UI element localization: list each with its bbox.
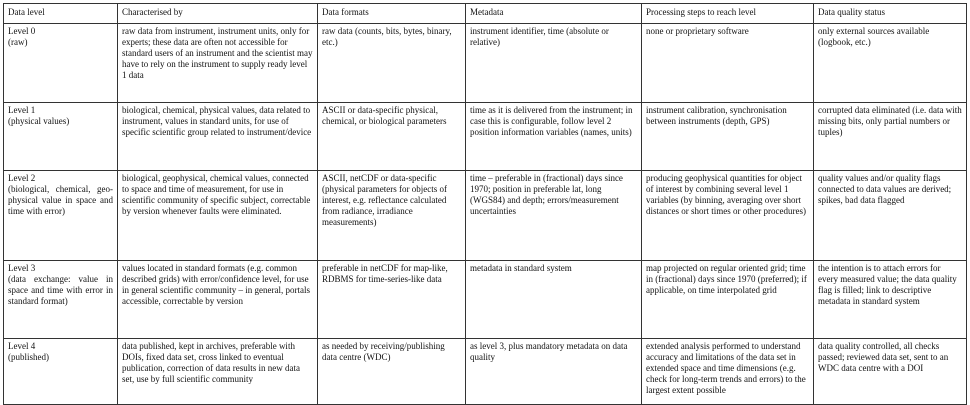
cell-metadata: time as it is delivered from the instrument; in case this is configurable, follow level 2 position information variables (names, units)	[466, 103, 642, 171]
cell-characterised-by: biological, chemical, physical values, data related to instrument, values in standard units, for use of specific scientific group related to instrument/device	[118, 103, 318, 171]
header-row	[4, 4, 967, 24]
cell-data-formats: as needed by receiving/publishing data centre (WDC)	[318, 339, 466, 405]
table-row	[4, 24, 967, 103]
cell-data-quality-status: corrupted data eliminated (i.e. data with missing bits, only partial numbers or tuples)	[814, 103, 967, 171]
cell-processing-steps: instrument calibration, synchronisation between instruments (depth, GPS)	[642, 103, 814, 171]
cell-data-formats: ASCII, netCDF or data-specific (physical parameters for objects of interest, e.g. reflectance calculated from radiance, irradiance measurements)	[318, 171, 466, 261]
cell-data-formats: raw data (counts, bits, bytes, binary, etc.)	[318, 24, 466, 103]
cell-level	[4, 103, 118, 171]
cell-characterised-by: biological, geophysical, chemical values, connected to space and time of measurement, for use in scientific community of specific subject, correctable by version whenever faults were eliminated.	[118, 171, 318, 261]
table-header	[4, 4, 967, 24]
cell-data-formats: preferable in netCDF for map-like, RDBMS for time-series-like data	[318, 261, 466, 339]
header-data-level: Data level	[4, 4, 118, 24]
cell-characterised-by: data published, kept in archives, preferable with DOIs, fixed data set, cross linked to eventual publication, correction of data results in new data set, use by full scientific community	[118, 339, 318, 405]
cell-data-quality-status: quality values and/or quality flags connected to data values are derived; spikes, bad data flagged	[814, 171, 967, 261]
cell-characterised-by: raw data from instrument, instrument units, only for experts; these data are often not accessible for standard users of an instrument and the scientist may have to rely on the instrument to supply ready level 1 data	[118, 24, 318, 103]
header-characterised-by: Characterised by	[118, 4, 318, 24]
level-description: (raw)	[8, 37, 28, 47]
header-metadata: Metadata	[466, 4, 642, 24]
table-row	[4, 261, 967, 339]
header-data-formats: Data formats	[318, 4, 466, 24]
table-row	[4, 339, 967, 405]
cell-level	[4, 171, 118, 261]
cell-level	[4, 24, 118, 103]
table-row	[4, 103, 967, 171]
level-description: (biological, chemical, geo-physical value in space and time with error)	[8, 184, 113, 216]
cell-level	[4, 261, 118, 339]
level-name: Level 0	[8, 26, 36, 36]
level-description: (published)	[8, 352, 49, 362]
data-levels-table	[3, 3, 967, 405]
level-name: Level 2	[8, 173, 36, 183]
table-body	[4, 24, 967, 405]
cell-data-quality-status: the intention is to attach errors for every measured value; the data quality flag is filled; link to descriptive metadata in standard system	[814, 261, 967, 339]
cell-metadata: time – preferable in (fractional) days since 1970; position in preferable lat, long (WGS84) and depth; errors/measurement uncertainties	[466, 171, 642, 261]
table-row	[4, 171, 967, 261]
header-data-quality-status: Data quality status	[814, 4, 967, 24]
cell-processing-steps: map projected on regular oriented grid; time in (fractional) days since 1970 (preferred); if applicable, on time interpolated grid	[642, 261, 814, 339]
cell-metadata: metadata in standard system	[466, 261, 642, 339]
cell-processing-steps: extended analysis performed to understand accuracy and limitations of the data set in extended space and time dimensions (e.g. check for long-term trends and errors) to the largest extent possible	[642, 339, 814, 405]
cell-data-quality-status: data quality controlled, all checks passed; reviewed data set, sent to an WDC data centre with a DOI	[814, 339, 967, 405]
level-name: Level 1	[8, 105, 36, 115]
header-processing-steps: Processing steps to reach level	[642, 4, 814, 24]
level-name: Level 4	[8, 341, 36, 351]
level-name: Level 3	[8, 263, 36, 273]
cell-data-formats: ASCII or data-specific physical, chemical, or biological parameters	[318, 103, 466, 171]
cell-metadata: as level 3, plus mandatory metadata on data quality	[466, 339, 642, 405]
cell-level	[4, 339, 118, 405]
cell-processing-steps: none or proprietary software	[642, 24, 814, 103]
cell-processing-steps: producing geophysical quantities for object of interest by combining several level 1 variables (by binning, averaging over short distances or short times or other procedures)	[642, 171, 814, 261]
cell-metadata: instrument identifier, time (absolute or relative)	[466, 24, 642, 103]
cell-data-quality-status: only external sources available (logbook, etc.)	[814, 24, 967, 103]
level-description: (data exchange: value in space and time with error in standard format)	[8, 274, 113, 306]
cell-characterised-by: values located in standard formats (e.g. common described grids) with error/confidence level, for use in general scientific community – in general, portals accessible, correctable by version	[118, 261, 318, 339]
level-description: (physical values)	[8, 116, 70, 126]
